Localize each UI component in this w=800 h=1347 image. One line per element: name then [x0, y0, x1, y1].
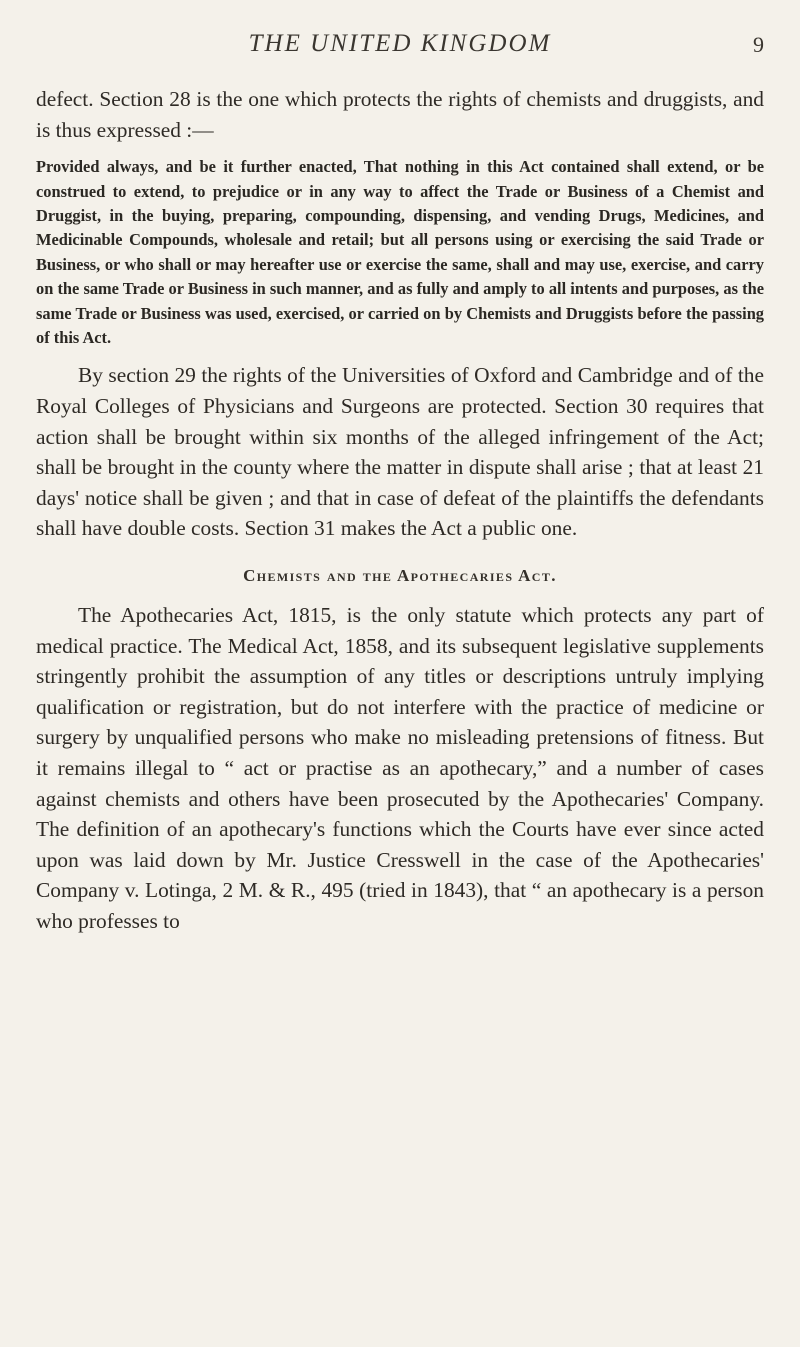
- page-header: [36, 30, 764, 66]
- page-number: 9: [753, 32, 764, 57]
- section-heading: Chemists and the Apothecaries Act.: [243, 566, 557, 585]
- paragraph-sections: By section 29 the rights of the Universities of Oxford and Cambridge and of the Royal Colleges of Physicians and Surgeons are protected. Section 30 requires that action shall be brought within six months of the alleged infringement of the Act; shall be brought in the county where the matter in dispute shall arise ; that at least 21 days' notice shall be given ; and that in case of defeat of the plaintiffs the defendants shall have double costs. Section 31 makes the Act a public one.: [36, 363, 764, 541]
- statute-quote: Provided always, and be it further enacted, That nothing in this Act contained shall extend, or be construed to extend, to prejudice or in any way to affect the Trade or Business of a Chemist and Druggist, in the buying, preparing, compounding, dispensing, and vending Drugs, Medicines, and Medicinable Compounds, wholesale and retail; but all persons using or exercising the said Trade or Business, or who shall or may hereafter use or exercise the same, shall and may use, exercise, and carry on the same Trade or Business in such manner, and as fully and amply to all intents and purposes, as the same Trade or Business was used, exercised, or carried on by Chemists and Druggists before the passing of this Act.: [36, 157, 764, 348]
- paragraph-intro: defect. Section 28 is the one which protects the rights of chemists and druggists, and is thus expressed :—: [36, 87, 764, 142]
- paragraph-apothecaries: The Apothecaries Act, 1815, is the only statute which protects any part of medical practice. The Medical Act, 1858, and its subsequent legislative supplements stringently prohibit the assumption of any titles or descriptions untruly implying qualification or registration, but do not interfere with the practice of medicine or surgery by unqualified persons who make no misleading pretensions of fitness. But it remains illegal to “ act or practise as an apothecary,” and a number of cases against chemists and others have been prosecuted by the Apothecaries' Company. The definition of an apothecary's functions which the Courts have ever since acted upon was laid down by Mr. Justice Cresswell in the case of the Apothecaries' Company v. Lotinga, 2 M. & R., 495 (tried in 1843), that “ an apothecary is a person who professes to: [36, 603, 764, 933]
- running-head: THE UNITED KINGDOM: [248, 30, 552, 57]
- book-page: [36, 30, 764, 1330]
